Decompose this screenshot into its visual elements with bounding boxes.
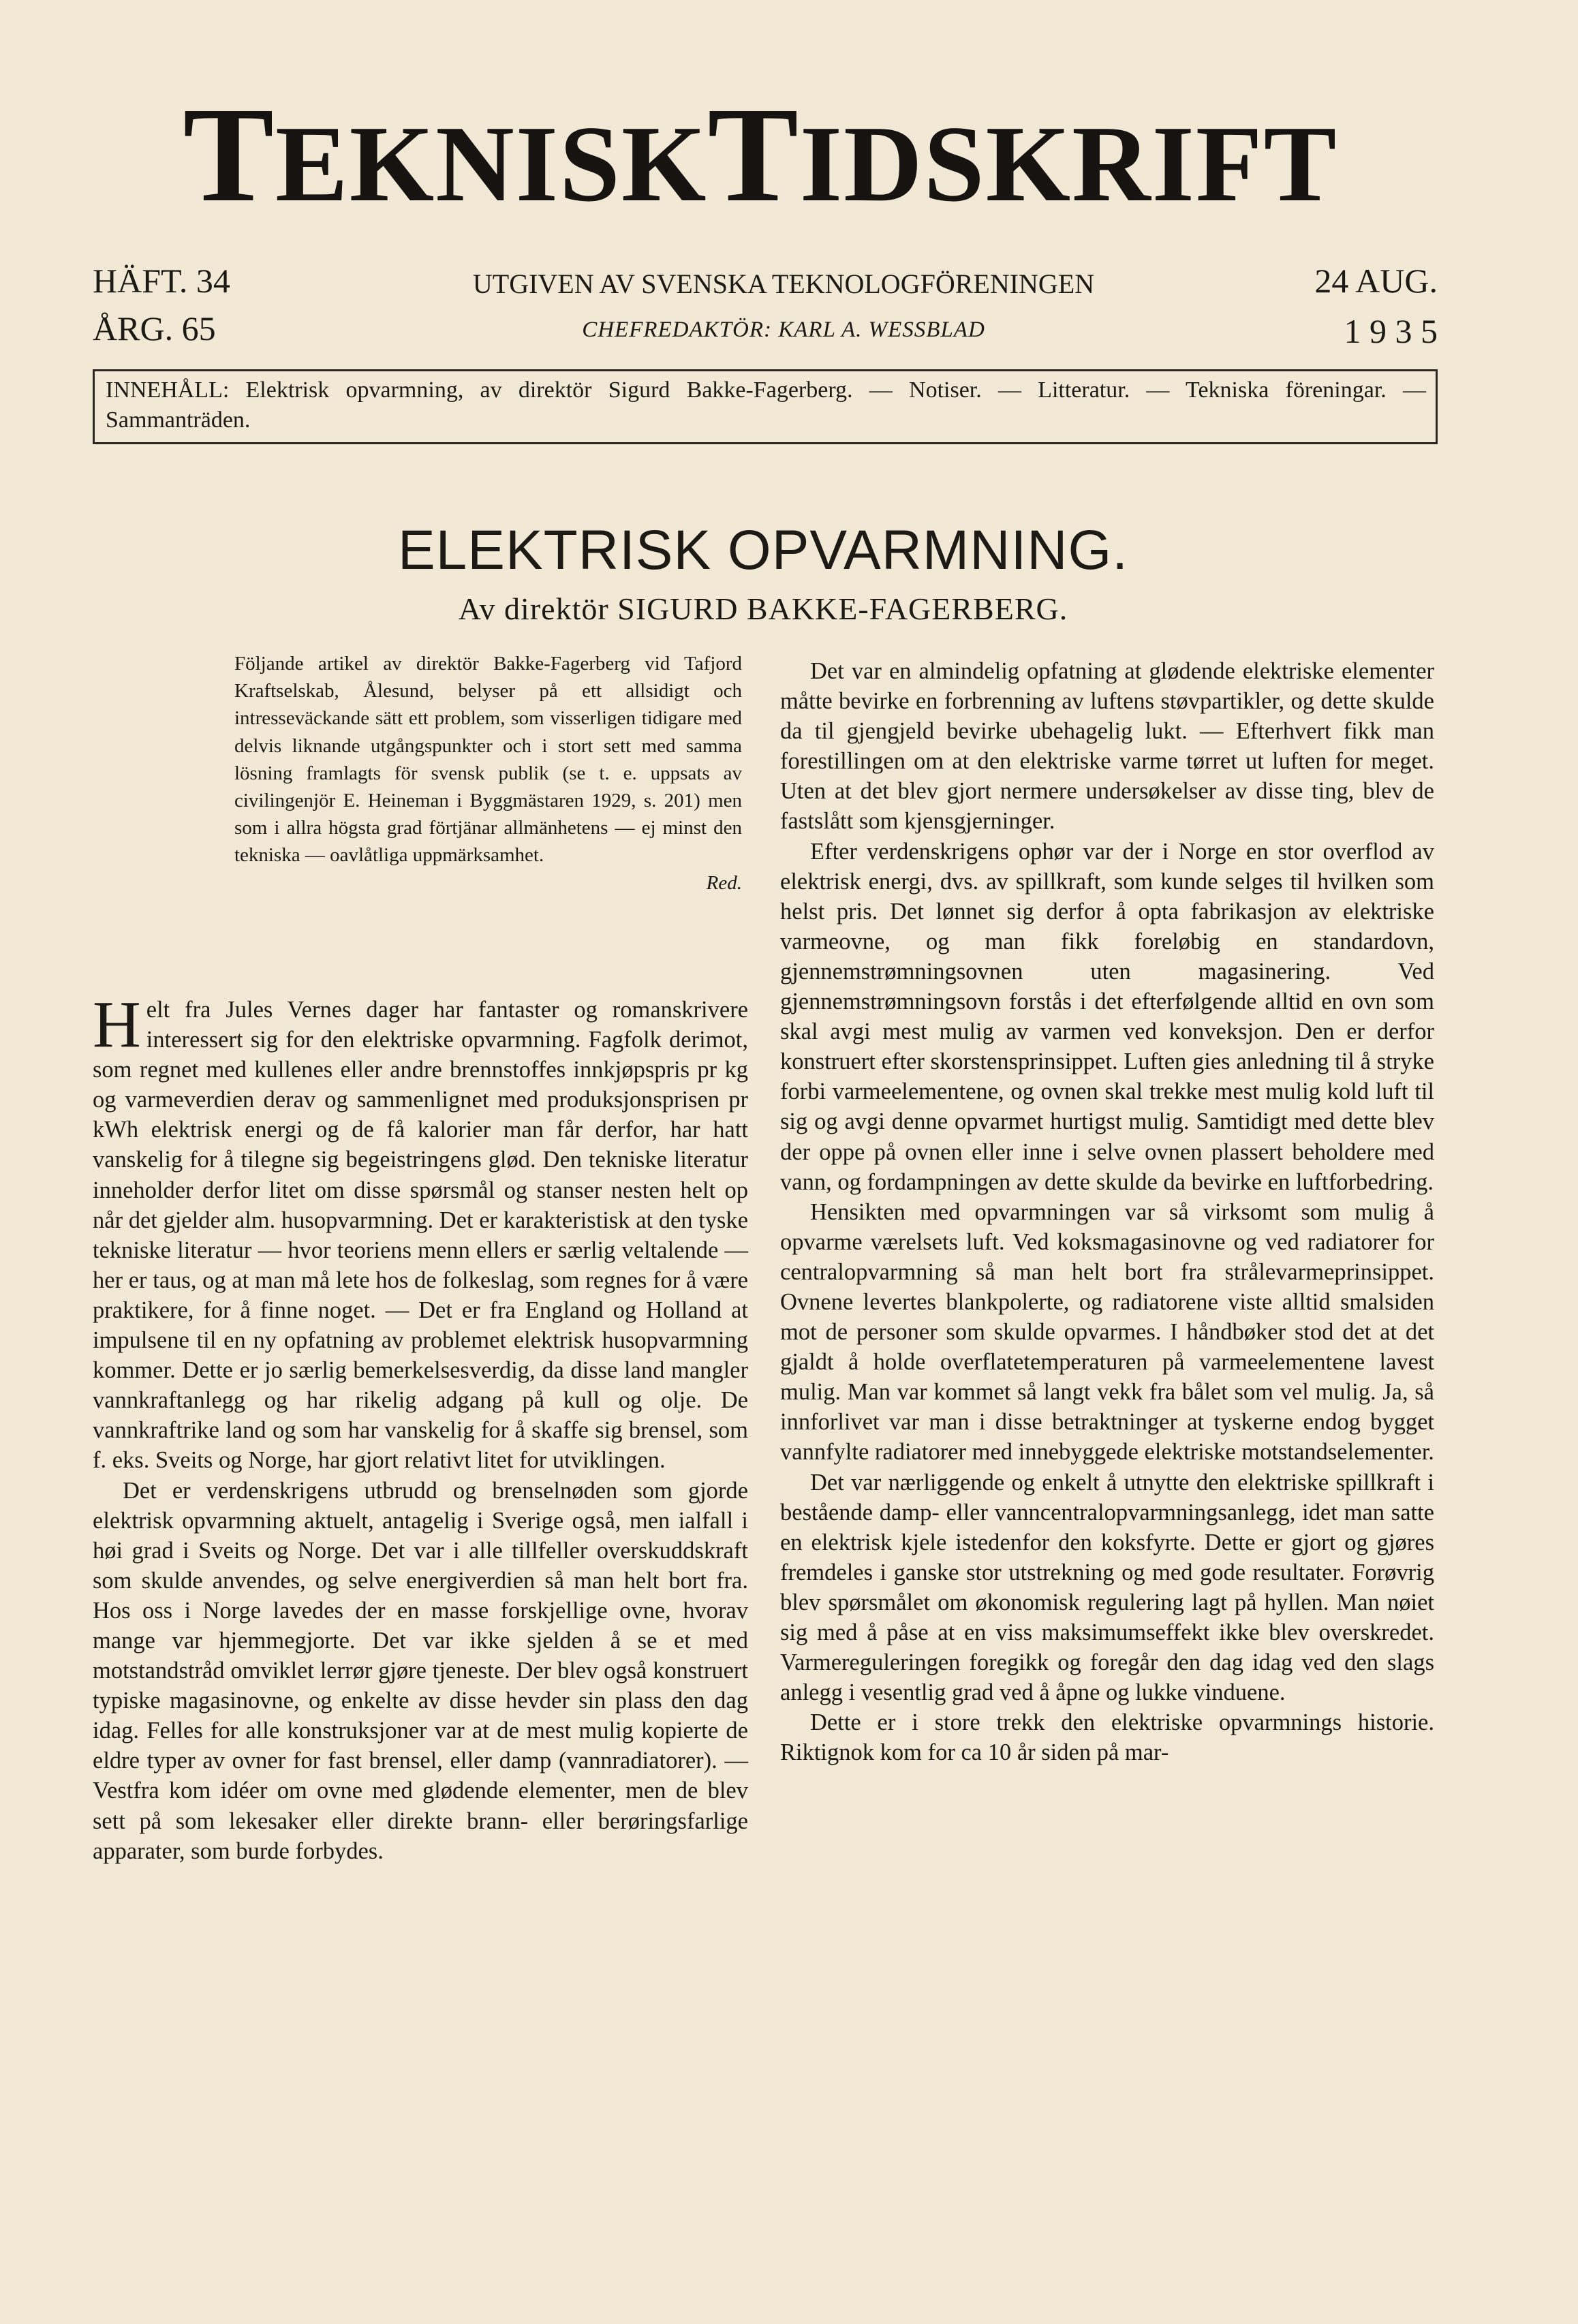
paragraph: Det var en almindelig opfatning at glødende elektriske elementer måtte bevirke en forbrenning av luftens støvpartikler, og dette skulde da til gjengjeld bevirke ubehagelig lukt. — Efterhvert fikk man forestillingen om at den elektriske varme tørret ut luften for meget. Uten at det blev gjort nermere undersøkelser av disse ting, blev de fastslått som kjensgjerninger. [780,658,1434,835]
issue-year: 1 9 3 5 [1344,312,1438,350]
volume-number: ÅRG. 65 [93,309,216,347]
left-column [93,988,748,1866]
paragraph-text: elt fra Jules Vernes dager har fantaster og romanskrivere interessert sig for den elektriske opvarmning. Fagfolk derimot, som regnet med kullenes eller andre brennstoffes innkjøpspris pr kg og varmeverdien derav og sammenlignet med produksjonsprisen pr kWh elektrisk energi og de få kalorier man får derfor, har hatt vanskelig for å tilegne sig begeistringens glød. Den tekniske literatur inneholder derfor litet om disse spørsmål og stanser nesten helt op når det gjelder alm. husopvarmning. Det er karakteristisk at den tyske tekniske literatur — hvor teoriens menn ellers er særlig veltalende — her er taus, og at man må lete hos de folkeslag, som regnes for å være praktikere, for å finne noget. — Det er fra England og Holland at impulsene til en ny opfatning av problemet elektrisk husopvarmning kommer. Dette er jo særlig bemerkelsesverdig, da disse land mangler vannkraftanlegg og har rikelig adgang på kull og olje. De vannkraftrike land og som har vanskelig for å skaffe sig brensel, som f. eks. Sveits og Norge, har gjort relativt litet for utviklingen. [93,997,748,1474]
publisher-line: UTGIVEN AV SVENSKA TEKNOLOGFÖRENINGEN [472,268,1095,299]
masthead-title [93,80,1428,238]
drop-cap: H [93,988,141,1062]
contents-box: INNEHÅLL: Elektrisk opvarmning, av direktör Sigurd Bakke-Fagerberg. — Notiser. — Litteratur. — Tekniska föreningar. — Sammanträden. [93,369,1438,444]
editor-intro [234,650,742,897]
right-column [780,656,1434,1767]
article-title: ELEKTRISK OPVARMNING. [397,519,1129,581]
issue-number: HÄFT. 34 [93,262,230,300]
article-byline: Av direktör SIGURD BAKKE-FAGERBERG. [458,591,1068,626]
masthead-initial-2: T [707,80,800,230]
paragraph: Efter verdenskrigens ophør var der i Norge en stor overflod av elektrisk energi, dvs. av spillkraft, som kunde selges til hvilken som helst pris. Det lønnet sig derfor å opta fabrikasjon av elektriske varmeovne, og man fikk foreløbig en standardovn, gjennemstrømningsovnen uten magasinering. Ved gjennemstrømningsovn forstås i det efterfølgende alltid en ovn som skal avgi mest mulig av varmen ved konveksjon. Den er derfor konstruert efter skorstensprinsippet. Luften gies anledning til å stryke forbi varmeelementene, og ovnen skal trekke mest mulig kold luft til sig og avgi denne opvarmet hurtigst mulig. Samtidigt med dette blev der oppe på ovnen eller inne i selve ovnen plassert beholdere med vann, og fordampningen av dette skulde da bevirke en luftforbedring. [780,838,1434,1195]
paragraph [93,988,748,1476]
paragraph: Det er verdenskrigens utbrudd og brenselnøden som gjorde elektrisk opvarmning aktuelt, antagelig i Sverige også, men ialfall i høi grad i Sveits og Norge. Det var i alle tillfeller overskuddskraft som skulde anvendes, og selve energiverdien så man helt bort fra. Hos oss i Norge lavedes der en masse forskjellige ovne, hvorav mange var hjemmegjorte. Det var ikke sjelden å se et med motstandstråd omviklet lerrør gjøre tjeneste. Der blev også konstruert typiske magasinovne, og enkelte av disse hevder sin plass den dag idag. Felles for alle konstruksjoner var at de mest mulig kopierte de eldre typer av ovner for fast brensel, eller damp (vannradiatorer). — Vestfra kom idéer om ovne med glødende elementer, men de blev sett på som lekesaker eller direkte brann- eller berøringsfarlige apparater, som burde forbydes. [93,1477,748,1864]
editor-line: CHEFREDAKTÖR: KARL A. WESSBLAD [582,317,985,342]
paragraph: Hensikten med opvarmningen var så virksomt som mulig å opvarme værelsets luft. Ved koksmagasinovne og ved radiatorer for centralopvarmning så man helt bort fra strålevarmeprinsippet. Ovnene levertes blankpolerte, og radiatorene viste alltid smalsiden mot de personer som skulde opvarmes. I håndbøker stod det at det gjaldt å holde overflatetemperaturen på varmeelementene lavest mulig. Man var kommet så langt vekk fra bålet som vel mulig. Ja, så innforlivet var man i disse betraktninger at tyskerne endog bygget vannfylte radiatorer med innebyggede elektriske motstandselementer. [780,1198,1434,1466]
intro-signature: Red. [706,871,742,894]
masthead-initial-1: T [183,80,276,230]
masthead-word-2: IDSKRIFT [799,103,1338,224]
masthead-word-1: EKNISK [275,103,708,224]
issue-date: 24 AUG. [1314,262,1438,300]
paragraph: Dette er i store trekk den elektriske opvarmnings historie. Riktignok kom for ca 10 år siden på mar- [780,1709,1434,1766]
paragraph: Det var nærliggende og enkelt å utnytte den elektriske spillkraft i bestående damp- eller vanncentralopvarmningsanlegg, idet man satte en elektrisk kjele istedenfor den koksfyrte. Dette er gjort og gjøres fremdeles i ganske stor utstrekning og med gode resultater. Forøvrig blev spørsmålet om økonomisk regulering lagt på hyllen. Man nøiet sig med å påse at en viss maksimumseffekt ikke blev overskredet. Varmereguleringen foregikk og foregår den dag idag ved den slags anlegg i vesentlig grad ved å åpne og lukke vinduene. [780,1469,1434,1706]
intro-text: Följande artikel av direktör Bakke-Fagerberg vid Tafjord Kraftselskab, Ålesund, belyser på ett allsidigt och intresseväckande sätt ett problem, som visserligen tidigare med delvis liknande utgångspunkter och i stort sett med samma lösning framlagts för svensk publik (se t. e. uppsats av civilingenjör E. Heineman i Byggmästaren 1929, s. 201) men som i allra högsta grad förtjänar allmänhetens — ej minst den tekniska — oavlåtliga uppmärksamhet. [234,653,742,867]
